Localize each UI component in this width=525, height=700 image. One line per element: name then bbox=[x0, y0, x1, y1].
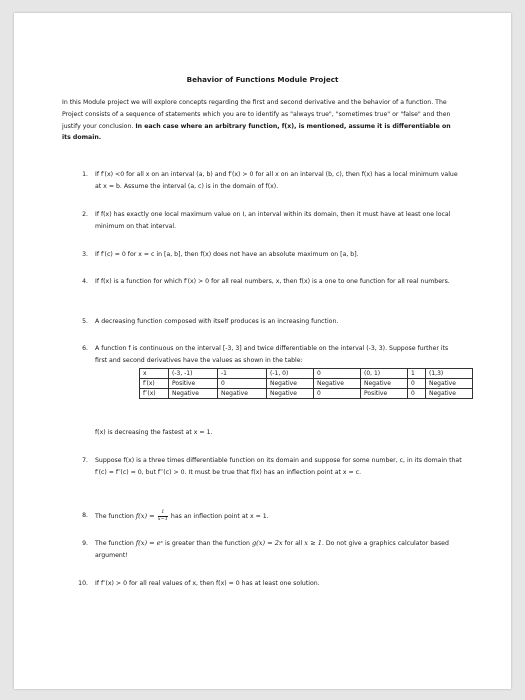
math-expression: f(x) = bbox=[135, 512, 157, 520]
table-cell: (-3, -1) bbox=[169, 369, 218, 379]
table-row bbox=[140, 389, 473, 399]
question-9 bbox=[62, 538, 462, 562]
question-number: 4. bbox=[82, 278, 88, 285]
question-number: 8. bbox=[82, 512, 88, 519]
intro-paragraph bbox=[62, 97, 458, 144]
fraction-denominator: x−1 bbox=[157, 515, 168, 522]
table-cell: (0, 1) bbox=[361, 369, 408, 379]
table-cell: Positive bbox=[169, 379, 218, 389]
question-text: If f(x) has exactly one local maximum value on I, an interval within its domain, then it must have at least one local minimum on that interval. bbox=[95, 211, 451, 230]
table-cell: -1 bbox=[218, 369, 267, 379]
question-number: 7. bbox=[82, 457, 88, 464]
table-cell: (1,3) bbox=[426, 369, 473, 379]
question-text: Suppose f(x) is a three times differentiable function on its domain and suppose for some number, c, in its domain that f′(c) = f″(c) = 0, but f‴(c) > 0. It must be true that f(x) has an inflection point at x = c. bbox=[95, 457, 462, 476]
fraction bbox=[158, 510, 168, 522]
question-number: 10. bbox=[78, 580, 88, 587]
math-expression: x ≥ 1 bbox=[304, 539, 322, 547]
question-text bbox=[95, 510, 462, 523]
question-number: 2. bbox=[82, 211, 88, 218]
question-text bbox=[95, 538, 462, 562]
table-cell: Negative bbox=[426, 389, 473, 399]
table-cell: Negative bbox=[361, 379, 408, 389]
table-row bbox=[140, 379, 473, 389]
table-cell: (-1, 0) bbox=[267, 369, 314, 379]
table-cell: Negative bbox=[169, 389, 218, 399]
question-text: A function f is continuous on the interval [-3, 3] and twice differentiable on the interval (-3, 3). Suppose further its first and second derivatives have the values as shown in the table: bbox=[95, 345, 449, 364]
question-text-part: . Do not give a graphics calculator based argument! bbox=[95, 540, 449, 559]
table-cell: Positive bbox=[361, 389, 408, 399]
question-text-part: for all bbox=[282, 540, 305, 547]
question-8 bbox=[62, 510, 462, 523]
question-text-part: has an inflection point at x = 1. bbox=[168, 513, 269, 520]
table-row bbox=[140, 369, 473, 379]
table-cell: Negative bbox=[426, 379, 473, 389]
derivative-table bbox=[139, 368, 473, 399]
question-text: If f′(c) = 0 for x = c in [a, b], then f(x) does not have an absolute maximum on [a, b]. bbox=[95, 251, 359, 258]
table-cell: x bbox=[140, 369, 169, 379]
question-6 bbox=[62, 343, 462, 367]
table-cell: 0 bbox=[408, 379, 426, 389]
question-2 bbox=[62, 209, 462, 233]
fraction-numerator: 1 bbox=[158, 510, 168, 517]
question-text: If f″(x) > 0 for all real values of x, then f(x) = 0 has at least one solution. bbox=[95, 580, 320, 587]
question-4 bbox=[62, 276, 462, 288]
table-cell: Negative bbox=[267, 389, 314, 399]
question-7 bbox=[62, 455, 462, 479]
question-text-part: The function bbox=[95, 540, 136, 547]
question-text: A decreasing function composed with itself produces is an increasing function. bbox=[95, 318, 339, 325]
question-text-part: is greater than the function bbox=[162, 540, 252, 547]
table-cell: Negative bbox=[314, 379, 361, 389]
question-number: 3. bbox=[82, 251, 88, 258]
intro-bold-text: In each case where an arbitrary function, f(x), is mentioned, assume it is differentiable on its domain. bbox=[62, 122, 451, 142]
question-text: If f(x) is a function for which f′(x) > 0 for all real numbers, x, then f(x) is a one to one function for all real numbers. bbox=[95, 278, 450, 285]
table-cell: 1 bbox=[408, 369, 426, 379]
table-cell: Negative bbox=[267, 379, 314, 389]
question-number: 5. bbox=[82, 318, 88, 325]
question-number: 1. bbox=[82, 171, 88, 178]
question-number: 9. bbox=[82, 540, 88, 547]
page-title: Behavior of Functions Module Project bbox=[186, 75, 339, 84]
question-10 bbox=[62, 578, 462, 590]
table-cell: Negative bbox=[218, 389, 267, 399]
question-number: 6. bbox=[82, 345, 88, 352]
table-cell: 0 bbox=[314, 389, 361, 399]
document-page bbox=[14, 13, 511, 689]
intro-text: In this Module project we will explore concepts regarding the first and second derivative and the behavior of a function. The Project consists of a sequence of statements which you are to identify as "always true", "sometimes true" or "false" and then justify your conclusion. bbox=[62, 99, 451, 130]
table-cell: f″(x) bbox=[140, 389, 169, 399]
math-expression: f(x) = eˣ bbox=[135, 539, 163, 547]
question-3 bbox=[62, 249, 462, 261]
table-cell: 0 bbox=[314, 369, 361, 379]
question-text: If f′(x) <0 for all x on an interval (a, b) and f′(x) > 0 for all x on an interval (b, c), then f(x) has a local minimum value at x = b. Assume the interval (a, c) is in the domain of f(x). bbox=[95, 171, 458, 190]
question-1 bbox=[62, 169, 462, 193]
table-cell: 0 bbox=[218, 379, 267, 389]
question-5 bbox=[62, 316, 462, 328]
question-6-conclusion: f(x) is decreasing the fastest at x = 1. bbox=[95, 429, 213, 436]
question-text-part: The function bbox=[95, 513, 136, 520]
table-cell: 0 bbox=[408, 389, 426, 399]
table-cell: f′(x) bbox=[140, 379, 169, 389]
math-expression: g(x) = 2x bbox=[251, 539, 283, 547]
